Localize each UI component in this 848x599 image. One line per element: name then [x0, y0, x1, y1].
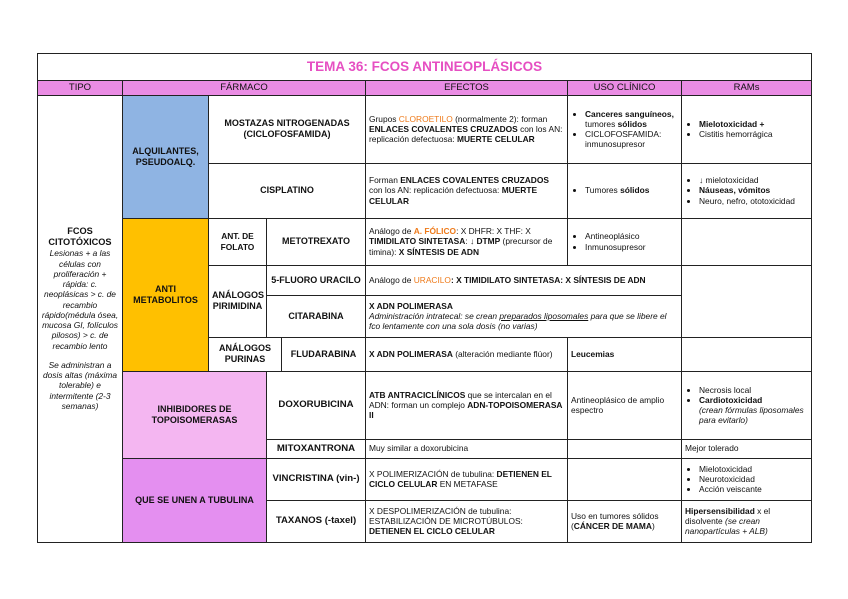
list-item: • ↓ mielotoxicidad [699, 175, 808, 185]
efectos-fludarabina: X ADN POLIMERASA (alteración mediante flúor) [366, 337, 568, 371]
group-topoisomerasas: INHIBIDORES DE TOPOISOMERASAS [123, 371, 267, 458]
drug-doxorubicina: DOXORUBICINA [267, 371, 366, 439]
header-tipo: TIPO [38, 81, 123, 96]
group-tubulina: QUE SE UNEN A TUBULINA [123, 458, 267, 542]
drug-cisplatino: CISPLATINO [209, 163, 366, 218]
drug-citarabina: CITARABINA [267, 295, 366, 337]
drug-fluorouracilo: 5-FLUORO URACILO [267, 265, 366, 295]
tipo-note-dosing: Se administran a dosis altas (máxima tolerable) e intermitente (2-3 semanas) [42, 359, 117, 411]
list-item: • Tumores sólidos [585, 185, 678, 195]
subgroup-pirimidina: ANÁLOGOS PIRIMIDINA [209, 265, 267, 337]
tipo-title: FCOS CITOTÓXICOS [48, 225, 112, 248]
efectos-cisplatino: Forman ENLACES COVALENTES CRUZADOS con los AN: replicación defectuosa: MUERTE CELULAR [366, 163, 568, 218]
efectos-mostazas: Grupos CLOROETILO (normalmente 2): forman ENLACES COVALENTES CRUZADOS con los AN: replicación defectuosa: MUERTE CELULAR [366, 95, 568, 163]
rams-mitoxantrona: Mejor tolerado [682, 439, 812, 458]
uso-metotrexato [568, 218, 682, 265]
drug-mitoxantrona: MITOXANTRONA [267, 439, 366, 458]
list-item: • Cardiotoxicidad (crean fórmulas liposomales para evitarlo) [699, 395, 808, 426]
rams-cisplatino [682, 163, 812, 218]
uso-vincristina [568, 458, 682, 500]
uso-doxorubicina: Antineoplásico de amplio espectro [568, 371, 682, 439]
subgroup-purinas: ANÁLOGOS PURINAS [209, 337, 282, 371]
tipo-cell [38, 95, 123, 542]
header-farmaco: FÁRMACO [123, 81, 366, 96]
group-alquilantes: ALQUILANTES, PSEUDOALQ. [123, 95, 209, 218]
efectos-mitoxantrona: Muy similar a doxorubicina [366, 439, 568, 458]
page-title: TEMA 36: FCOS ANTINEOPLÁSICOS [38, 54, 812, 81]
uso-taxanos: Uso en tumores sólidos (CÁNCER DE MAMA) [568, 500, 682, 542]
rams-taxanos: Hipersensibilidad x el disolvente (se crean nanopartículas + ALB) [682, 500, 812, 542]
rams-metotrexato [682, 218, 812, 265]
list-item: • Mielotoxicidad [699, 464, 808, 474]
list-item: • CICLOFOSFAMIDA: inmunosupresor [585, 129, 678, 150]
list-item: • Neuro, nefro, ototoxicidad [699, 196, 808, 206]
list-item: • Acción veiscante [699, 484, 808, 494]
tipo-note-proliferation: Lesionas + a las células con proliferación + rápida: c. neoplásicas > c. de recambio rápido(médula ósea, mucosa GI, folículos pilosos) > c. de recambio lento [41, 248, 119, 351]
drug-vincristina: VINCRISTINA (vin-) [267, 458, 366, 500]
list-item: • Neurotoxicidad [699, 474, 808, 484]
list-item: • Necrosis local [699, 385, 808, 395]
list-item: • Canceres sanguíneos, tumores sólidos [585, 109, 678, 130]
uso-cisplatino [568, 163, 682, 218]
efectos-taxanos: X DESPOLIMERIZACIÓN de tubulina: ESTABILIZACIÓN DE MICROTÚBULOS: DETIENEN EL CICLO CELULAR [366, 500, 568, 542]
efectos-metotrexato: Análogo de A. FÓLICO: X DHFR: X THF: X TIMIDILATO SINTETASA: ↓ DTMP (precursor de timina): X SÍNTESIS DE ADN [366, 218, 568, 265]
uso-mitoxantrona [568, 439, 682, 458]
header-efectos: EFECTOS [366, 81, 568, 96]
uso-fludarabina: Leucemias [568, 337, 682, 371]
rams-vincristina [682, 458, 812, 500]
list-item: • Cistitis hemorrágica [699, 129, 808, 139]
drug-mostazas: MOSTAZAS NITROGENADAS (CICLOFOSFAMIDA) [209, 95, 366, 163]
drug-taxanos: TAXANOS (-taxel) [267, 500, 366, 542]
efectos-doxorubicina: ATB ANTRACICLÍNICOS que se intercalan en el ADN: forman un complejo ADN-TOPOISOMERASA II [366, 371, 568, 439]
subgroup-folato: ANT. DE FOLATO [209, 218, 267, 265]
header-rams: RAMs [682, 81, 812, 96]
rams-doxorubicina [682, 371, 812, 439]
rams-pirimidina [682, 265, 812, 337]
list-item: • Inmunosupresor [585, 242, 678, 252]
efectos-fluorouracilo: Análogo de URACILO: X TIMIDILATO SINTETASA: X SÍNTESIS DE ADN [366, 265, 682, 295]
rams-fludarabina [682, 337, 812, 371]
group-antimetabolitos: ANTI METABOLITOS [123, 218, 209, 371]
list-item: • Mielotoxicidad + [699, 119, 808, 129]
header-uso: USO CLÍNICO [568, 81, 682, 96]
uso-mostazas [568, 95, 682, 163]
drug-metotrexato: METOTREXATO [267, 218, 366, 265]
antineoplastic-table [37, 53, 812, 543]
efectos-citarabina: X ADN POLIMERASA Administración intratecal: se crean preparados liposomales para que se libere el fco lentamente con una sola dosis (no varias) [366, 295, 682, 337]
list-item: • Antineoplásico [585, 231, 678, 241]
header-row [38, 81, 812, 96]
efectos-vincristina: X POLIMERIZACIÓN de tubulina: DETIENEN EL CICLO CELULAR EN METAFASE [366, 458, 568, 500]
rams-mostazas [682, 95, 812, 163]
list-item: • Náuseas, vómitos [699, 185, 808, 195]
drug-fludarabina: FLUDARABINA [282, 337, 366, 371]
